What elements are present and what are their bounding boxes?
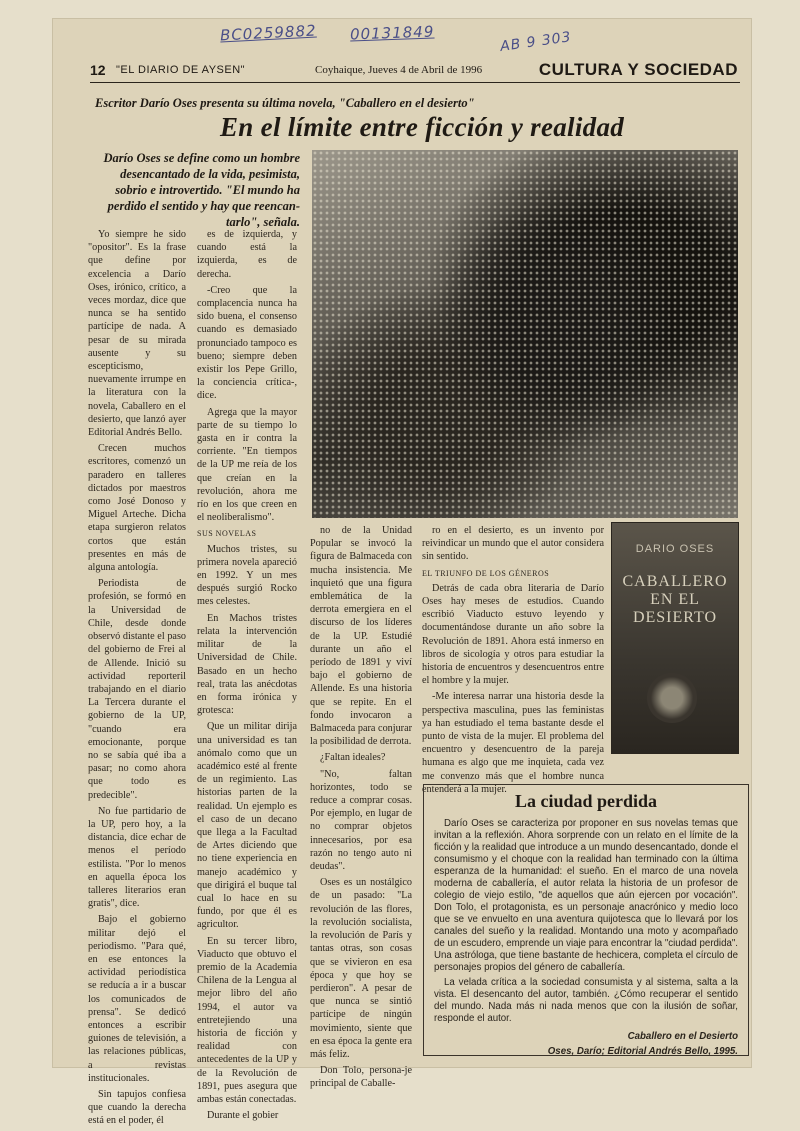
paragraph: Agrega que la mayor parte de su tiempo lo gasta en ir contra la corriente. "En tiempos de la UP me reía de los que creían en la revolución, ahora me río en los que creen en el neoliberalismo". (197, 406, 297, 524)
subheading: EL TRIUNFO DE LOS GÉNEROS (422, 568, 550, 578)
paragraph: En Machos tristes relata la intervención militar de la Universidad de Chile. Basado en un hecho real, trata las anécdotas en forma irónica y grotesca: (197, 612, 297, 717)
paragraph: Crecen muchos escritores, comenzó un paradero en talleres dictados por maestros como José Donoso y Miguel Arteche. Dicha etapa surgieron relatos cortos que están presentes en más de alguna antología. (88, 443, 186, 574)
lede (92, 150, 300, 230)
paragraph: Muchos tristes, su primera novela apareció en 1992. Y un mes después surgió Rocko mes celestes. (197, 543, 297, 608)
book-author: DARIO OSES (635, 543, 715, 555)
kicker: Escritor Darío Oses presenta su última novela, "Caballero en el desierto" (95, 96, 475, 110)
lede-line: perdido el sentido y hay que reencan- (107, 199, 300, 213)
paragraph: ro en el desierto, es un invento por reivindicar un mundo que el autor considera sin sentido. (422, 525, 604, 563)
handwritten-catalog-number: BC0259882 (219, 21, 317, 45)
book-credit-title: Caballero en el Desierto (627, 1031, 738, 1042)
handwritten-record-number: 00131849 (349, 22, 435, 44)
paragraph: Sin tapujos confiesa que cuando la derecha está en el poder, él (88, 1089, 186, 1127)
paragraph: es de izquierda, y cuando está la izquierda, es de derecha. (197, 229, 297, 280)
article-column-1 (88, 228, 186, 1131)
subheading: SUS NOVELAS (197, 529, 257, 539)
lede-line: sobrio e introvertido. "El mundo ha (115, 183, 300, 197)
paragraph: Durante el gobier (207, 1110, 279, 1122)
paragraph: no de la Unidad Popular se invocó la figura de Balmaceda con mucha insistencia. Me inquietó que una figura emblemática de la derrota emergiera en el discurso de los líderes de la UP. Estudié durante un año el período de 1891 y viví bajo el gobierno de Allende. Es una historia que se repite. En el fondo invocaron a Balmaceda para conjurar la posibilidad de derrota. (310, 525, 412, 748)
sidebar-box (423, 784, 749, 1056)
page-number: 12 (90, 62, 106, 78)
book-title: CABALLERO EN EL DESIERTO (622, 573, 728, 626)
paragraph: ¿Faltan ideales? (320, 752, 386, 764)
article-column-2 (197, 228, 297, 1125)
sidebar-paragraph: La velada crítica a la sociedad consumista y al sistema, salta a la vista. El desencanto del autor, también. ¿Cómo recuperar el sentido del mundo. Nada más ni nada menos que con la ilusión de soñar, responde el autor. (434, 977, 738, 1024)
paragraph: Periodista de profesión, se formó en la Universidad de Chile, desde donde observó distante el paso del gobierno de Frei al de Allende. Inició su actividad reporteril trabajando en el diario La Tercera durante el gobierno de la UP, "cuando era emocionante, porque no se sabía qué iba a pasar; no como ahora que todo es predecible". (88, 578, 186, 801)
book-credit-line: Oses, Darío; Editorial Andrés Bello, 1995. (547, 1046, 738, 1057)
paragraph: Oses es un nostálgico de un pasado: "La revolución de las flores, la revolución socialista, la revolución de París y tantas otras, son cosas que se vivieron en esa época y que hoy se perdieron". A pesar de que nunca se sintió partícipe de ningún movimiento, siente que en esa época la gente era más feliz. (310, 877, 412, 1060)
newspaper-name: "EL DIARIO DE AYSEN" (116, 64, 246, 76)
paragraph: Que un militar dirija una universidad es tan anómalo como que un académico esté al frente de un regimiento. Las historias parten de la realidad. Un ejemplo es el caso de un decano que llega a la Facultad de Artes diciendo que no tiene experiencia en manejo académico y que dirigirá el buque tal cual lo hace en su fundo, por que él es agricultor. (197, 721, 297, 931)
lede-line: desencantado de la vida, pesimista, (120, 167, 300, 181)
handwritten-shelf-mark: AB 9 303 (499, 29, 573, 55)
headline: En el límite entre ficción y realidad (220, 112, 625, 142)
paragraph: -Me interesa narrar una historia desde la perspectiva masculina, pues las feministas ya han estudiado el tema bastante desde el punto de vista de la mujer. El problema del encuentro y desencuentro de la pareja humana es algo que me inquieta, cada vez me convenzo más que el hombre nunca entenderá a la mujer. (422, 691, 604, 795)
lede-line: Darío Oses se define como un hombre (103, 151, 300, 165)
paragraph: No fue partidario de la UP, pero hoy, a la distancia, dice echar de menos el período estilista. "Por lo menos en aquella época los talleres literarios eran gratis", dice. (88, 805, 186, 910)
paragraph: "No, faltan horizontes, todo se reduce a comprar cosas. Por ejemplo, en lugar de no comprar objetos innecesarios, por esa razón no tengo auto ni deudas". (310, 768, 412, 873)
article-column-4 (422, 524, 604, 799)
sidebar-paragraph: Darío Oses se caracteriza por proponer en sus novelas temas que invitan a la reflexión. Ahora sorprende con un relato en el límite de la ficción y la realidad que introduce a un mundo desencantado, donde el consumismo y el choque con la realidad han terminado con la última esperanza de la humanidad: el sueño. En el marco de una novela moderna de caballería, el autor relata la historia de un profesor de colegio de viejo estilo, "de aquellos que aún ejercen por vocación". Don Tolo, el protagonista, es un personaje anacrónico y medio loco que se ve envuelto en una aventura quijotesca que lo llevará por los canales del sueño y la realidad. Montando una moto y acompañado de un escudero, emprende un viaje para encontrar la "ciudad perdida". Una astróloga, que tiene bastante de hechicera, completa el círculo de personajes propios del género de caballería. (434, 818, 738, 973)
paragraph: Detrás de cada obra literaria de Darío Oses hay meses de estudios. Cuando escribió Viaducto estuvo leyendo y documentándose durante un año sobre la Revolución de 1891. Ahora está inmerso en libros de sicología y otros para estudiar la historia de encuentros y desencuentros entre el hombre y la mujer. (422, 582, 604, 687)
sidebar-title: La ciudad perdida (514, 791, 658, 811)
author-photo (312, 150, 738, 518)
dateline: Coyhaique, Jueves 4 de Abril de 1996 (315, 64, 483, 76)
article-column-3 (310, 524, 412, 1094)
paragraph: Don Tolo, persona-je principal de Caballe- (310, 1065, 412, 1090)
running-header (90, 60, 740, 83)
paragraph: -Creo que la complacencia nunca ha sido buena, el consenso cuando es demasiado pronunciado tampoco es bueno; siempre deben existir los Pepe Grillo, la conciencia crítica-, dice. (197, 284, 297, 402)
paragraph: En su tercer libro, Viaducto que obtuvo el premio de la Academia Chilena de la Lengua al mejor libro del año 1994, el autor va entretejiendo una historia de ficción y realidad con antecedentes de la UP y de la Revolución de 1891, pues asegura que ambas están conectadas. (197, 935, 297, 1105)
section-title: CULTURA Y SOCIEDAD (538, 60, 738, 79)
book-cover-image (611, 522, 739, 754)
lede-line: tarlo", señala. (226, 215, 300, 229)
cover-emblem (647, 673, 697, 723)
paragraph: Yo siempre he sido "opositor". Es la frase que define por excelencia a Darío Oses, irónico, crítico, a veces mordaz, dice que nunca se ha sentido partícipe de nada. A pesar de su mirada ausente y su escepticismo, nuevamente irrumpe en la literatura con la novela, Caballero en el desierto, que lanzó ayer Editorial Andrés Bello. (88, 229, 186, 439)
paragraph: Bajo el gobierno militar dejó el periodismo. "Para qué, en ese entonces la actividad periodística se reducía a ir a buscar los comunicados de prensa". Se dedicó entonces a escribir guiones de televisión, a las relaciones públicas, a revistas institucionales. (88, 914, 186, 1084)
